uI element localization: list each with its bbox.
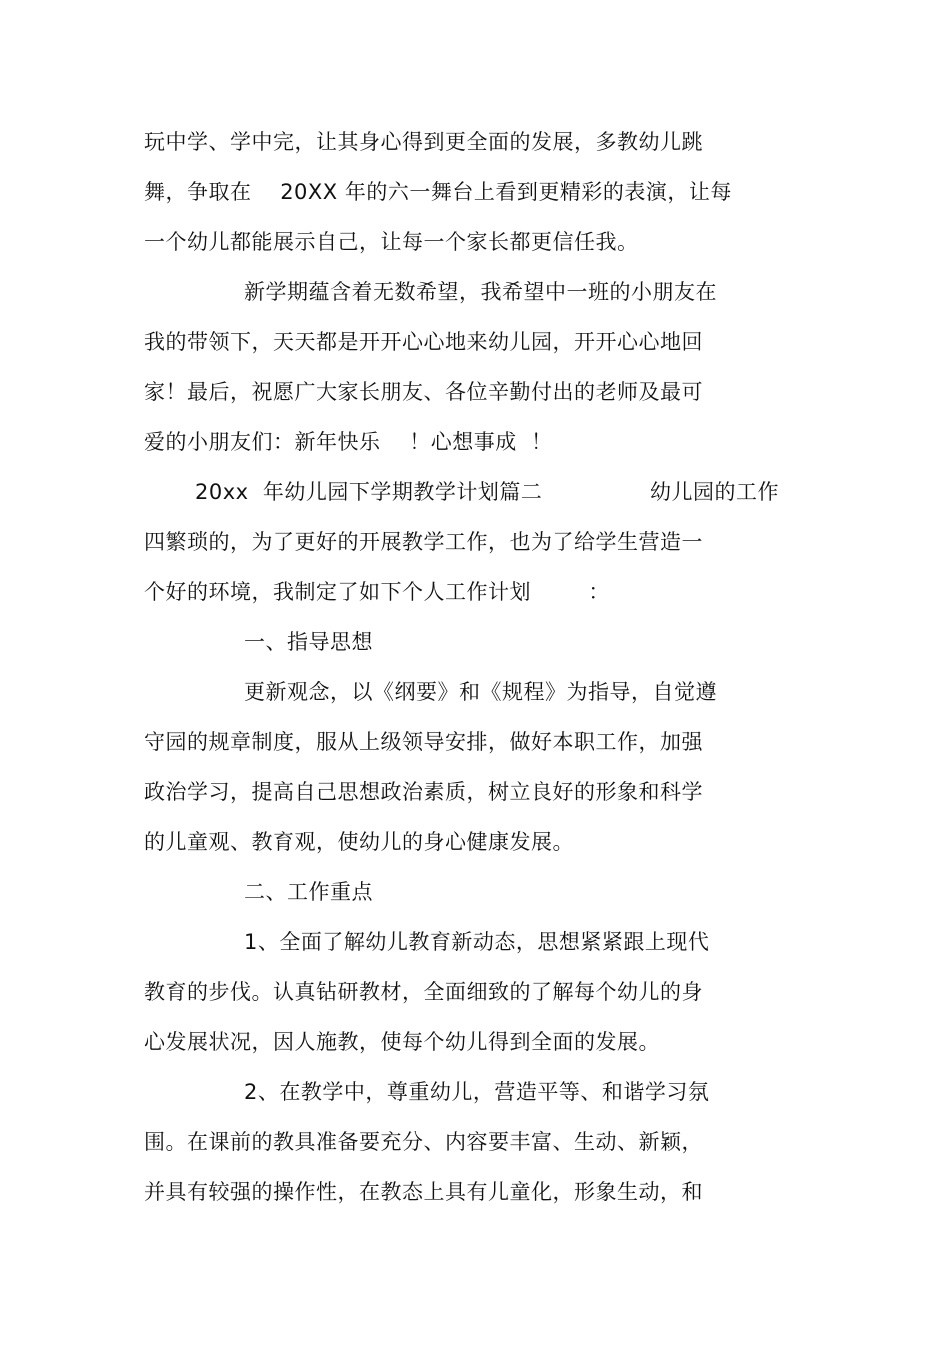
paragraph-line: 2、在教学中，尊重幼儿，营造平等、和谐学习氛 — [244, 1080, 710, 1104]
paragraph-line: 并具有较强的操作性，在教态上具有儿童化，形象生动，和 — [144, 1180, 703, 1204]
section-title-line: 20xx 年幼儿园下学期教学计划篇二 幼儿园的工作 — [195, 480, 780, 504]
paragraph-line: 的儿童观、教育观，使幼儿的身心健康发展。 — [144, 830, 574, 854]
paragraph-line: 围。在课前的教具准备要充分、内容要丰富、生动、新颖， — [144, 1130, 703, 1154]
heading-guiding-thought: 一、指导思想 — [244, 630, 373, 654]
paragraph-line: 四繁琐的，为了更好的开展教学工作，也为了给学生营造一 — [144, 530, 703, 554]
paragraph-line: 舞，争取在 20XX 年的六一舞台上看到更精彩的表演，让每 — [144, 180, 732, 204]
paragraph-line: 爱的小朋友们：新年快乐 ！心想事成 ！ — [144, 430, 553, 454]
paragraph-line: 玩中学、学中完，让其身心得到更全面的发展，多教幼儿跳 — [144, 130, 703, 154]
paragraph-line: 新学期蕴含着无数希望，我希望中一班的小朋友在 — [244, 280, 717, 304]
paragraph-line: 1、全面了解幼儿教育新动态，思想紧紧跟上现代 — [244, 930, 710, 954]
paragraph-line: 政治学习，提高自己思想政治素质，树立良好的形象和科学 — [144, 780, 703, 804]
paragraph-line: 一个幼儿都能展示自己，让每一个家长都更信任我。 — [144, 230, 639, 254]
paragraph-line: 个好的环境，我制定了如下个人工作计划 ： — [144, 580, 610, 604]
paragraph-line: 更新观念，以《纲要》和《规程》为指导，自觉遵 — [244, 680, 717, 704]
paragraph-line: 我的带领下，天天都是开开心心地来幼儿园，开开心心地回 — [144, 330, 703, 354]
heading-work-focus: 二、工作重点 — [244, 880, 373, 904]
paragraph-line: 家！最后，祝愿广大家长朋友、各位辛勤付出的老师及最可 — [144, 380, 703, 404]
paragraph-line: 心发展状况，因人施教，使每个幼儿得到全面的发展。 — [144, 1030, 660, 1054]
paragraph-line: 教育的步伐。认真钻研教材，全面细致的了解每个幼儿的身 — [144, 980, 703, 1004]
paragraph-line: 守园的规章制度，服从上级领导安排，做好本职工作，加强 — [144, 730, 703, 754]
